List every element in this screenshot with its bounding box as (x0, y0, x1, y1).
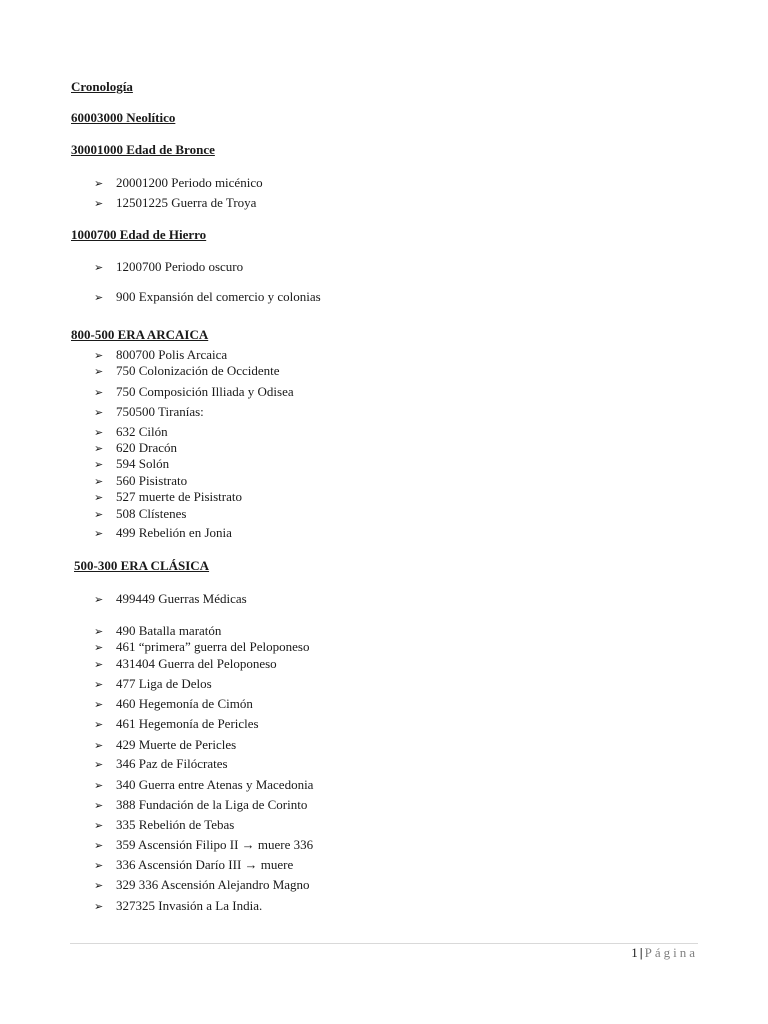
list-item-text: 594 Solón (116, 456, 170, 471)
arrow-bullet-icon: ➢ (94, 475, 104, 488)
arrow-bullet-icon: ➢ (94, 625, 104, 638)
section-heading-bronce: 30001000 Edad de Bronce (71, 142, 215, 157)
list-item (94, 623, 221, 639)
list-item (94, 817, 234, 833)
arrow-bullet-icon: ➢ (94, 349, 104, 362)
list-item (94, 756, 228, 772)
arrow-bullet-icon: ➢ (94, 261, 104, 274)
list-item (94, 656, 277, 672)
list-item (94, 424, 168, 440)
page-footer (631, 945, 698, 961)
list-item-text: 632 Cilón (116, 424, 168, 439)
page-number: 1 (631, 945, 638, 960)
list-item-text: 335 Rebelión de Tebas (116, 817, 235, 832)
list-item (94, 898, 262, 914)
list-item (94, 877, 310, 893)
section-heading-clasica: 500-300 ERA CLÁSICA (74, 558, 210, 573)
arrow-bullet-icon: ➢ (94, 819, 104, 832)
arrow-bullet-icon: ➢ (94, 859, 104, 872)
list-item (94, 837, 313, 853)
list-item-text: 900 Expansión del comercio y colonias (116, 289, 321, 304)
arrow-bullet-icon: ➢ (94, 491, 104, 504)
list-item (94, 175, 263, 191)
list-item (94, 696, 253, 712)
arrow-bullet-icon: ➢ (94, 177, 104, 190)
list-item-text: 560 Pisistrato (116, 473, 188, 488)
arrow-bullet-icon: ➢ (94, 900, 104, 913)
section-heading-hierro: 1000700 Edad de Hierro (71, 227, 207, 242)
list-item (94, 591, 247, 607)
arrow-bullet-icon: ➢ (94, 879, 104, 892)
list-item (94, 676, 212, 692)
arrow-bullet-icon: ➢ (94, 527, 104, 540)
list-item (94, 195, 256, 211)
list-item-text: 508 Clístenes (116, 506, 187, 521)
arrow-bullet-icon: ➢ (94, 593, 104, 606)
list-item (94, 289, 321, 305)
list-item-text: 429 Muerte de Pericles (116, 737, 237, 752)
arrow-bullet-icon: ➢ (94, 799, 104, 812)
document-title: Cronología (71, 79, 133, 94)
list-item-text: 1200700 Periodo oscuro (116, 259, 244, 274)
list-item-text: 490 Batalla maratón (116, 623, 222, 638)
arrow-bullet-icon: ➢ (94, 779, 104, 792)
list-item (94, 639, 309, 655)
list-item-text: 750500 Tiranías: (116, 404, 204, 419)
list-item-text: 527 muerte de Pisistrato (116, 489, 243, 504)
list-item-text: 477 Liga de Delos (116, 676, 212, 691)
arrow-bullet-icon: ➢ (94, 739, 104, 752)
list-item-text: 499449 Guerras Médicas (116, 591, 247, 606)
list-item (94, 347, 227, 363)
list-item-text: 460 Hegemonía de Cimón (116, 696, 253, 711)
list-item (94, 363, 280, 379)
arrow-bullet-icon: ➢ (94, 839, 104, 852)
list-item-text: 346 Paz de Filócrates (116, 756, 228, 771)
list-item-text: 461 “primera” guerra del Peloponeso (116, 639, 310, 654)
page-word: Página (644, 945, 698, 960)
arrow-bullet-icon: ➢ (94, 698, 104, 711)
list-item (94, 797, 307, 813)
list-item-text: 461 Hegemonía de Pericles (116, 716, 259, 731)
arrow-bullet-icon: ➢ (94, 365, 104, 378)
arrow-bullet-icon: ➢ (94, 442, 104, 455)
list-item-text: 359 Ascensión Filipo II → muere 336 (116, 837, 314, 852)
list-item (94, 777, 313, 793)
list-item (94, 384, 294, 400)
list-item (94, 440, 177, 456)
list-item-text: 750 Composición Illiada y Odisea (116, 384, 294, 399)
list-item (94, 506, 186, 522)
list-item (94, 525, 232, 541)
arrow-bullet-icon: ➢ (94, 718, 104, 731)
list-item-text: 750 Colonización de Occidente (116, 363, 280, 378)
list-item-text: 329 336 Ascensión Alejandro Magno (116, 877, 310, 892)
arrow-bullet-icon: ➢ (94, 426, 104, 439)
list-item-text: 800700 Polis Arcaica (116, 347, 228, 362)
list-item (94, 259, 243, 275)
list-item-text: 20001200 Periodo micénico (116, 175, 263, 190)
list-item (94, 737, 236, 753)
arrow-bullet-icon: ➢ (94, 641, 104, 654)
list-item-text: 327325 Invasión a La India. (116, 898, 263, 913)
list-item (94, 489, 242, 505)
list-item-text: 499 Rebelión en Jonia (116, 525, 232, 540)
list-item (94, 857, 293, 873)
list-item-text: 431404 Guerra del Peloponeso (116, 656, 277, 671)
list-item (94, 404, 204, 420)
list-item-text: 388 Fundación de la Liga de Corinto (116, 797, 308, 812)
arrow-bullet-icon: ➢ (94, 406, 104, 419)
footer-divider (70, 943, 698, 944)
arrow-bullet-icon: ➢ (94, 678, 104, 691)
arrow-bullet-icon: ➢ (94, 386, 104, 399)
arrow-bullet-icon: ➢ (94, 658, 104, 671)
list-item-text: 620 Dracón (116, 440, 178, 455)
list-item-text: 336 Ascensión Darío III → muere (116, 857, 294, 872)
section-heading-neolitico: 60003000 Neolítico (71, 110, 176, 125)
arrow-bullet-icon: ➢ (94, 197, 104, 210)
list-item-text: 12501225 Guerra de Troya (116, 195, 257, 210)
list-item (94, 716, 259, 732)
arrow-bullet-icon: ➢ (94, 291, 104, 304)
section-heading-arcaica: 800-500 ERA ARCAICA (71, 327, 209, 342)
arrow-bullet-icon: ➢ (94, 458, 104, 471)
list-item (94, 473, 187, 489)
list-item-text: 340 Guerra entre Atenas y Macedonia (116, 777, 314, 792)
footer-separator: | (639, 945, 643, 960)
list-item (94, 456, 169, 472)
arrow-bullet-icon: ➢ (94, 508, 104, 521)
arrow-bullet-icon: ➢ (94, 758, 104, 771)
